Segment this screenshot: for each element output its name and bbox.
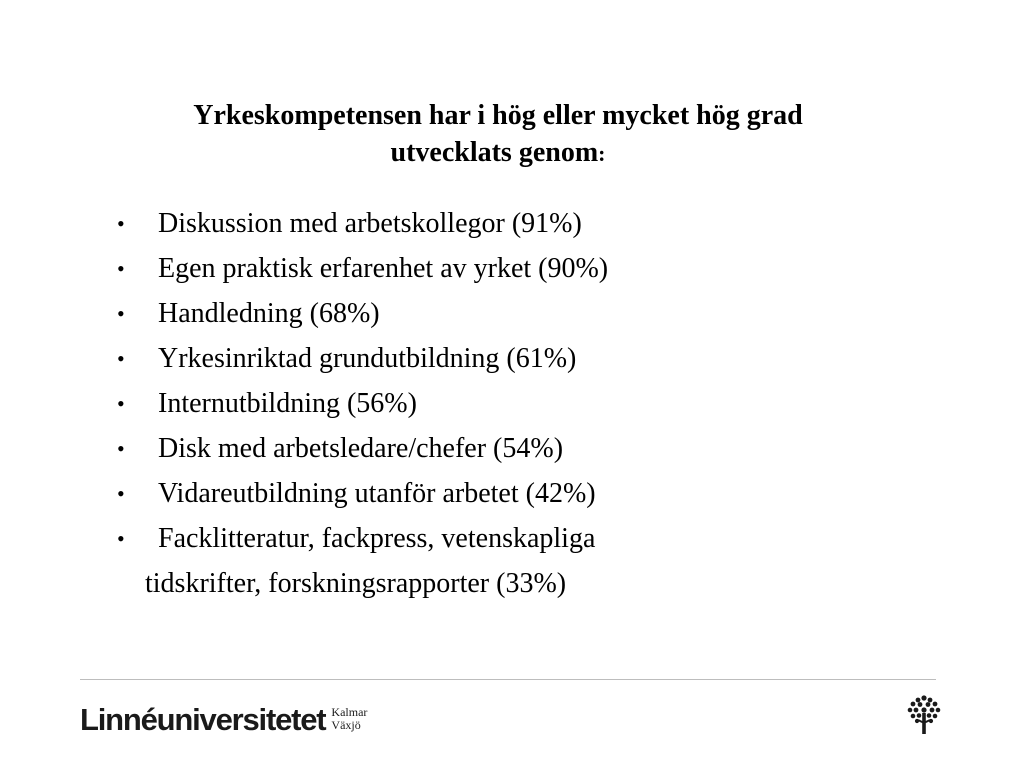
list-item-text: Yrkesinriktad grundutbildning (61%) xyxy=(158,343,577,374)
list-item-text: Diskussion med arbetskollegor (91%) xyxy=(158,208,582,239)
bullet-icon: • xyxy=(117,301,125,326)
logo-cities xyxy=(331,706,367,732)
slide-title xyxy=(100,97,896,172)
list-item-text: Disk med arbetsledare/chefer (54%) xyxy=(158,433,564,464)
footer-divider xyxy=(80,679,936,680)
list-item xyxy=(117,426,837,471)
list-item-text-continued: tidskrifter, forskningsrapporter (33%) xyxy=(145,568,567,599)
list-item-text: Internutbildning (56%) xyxy=(158,388,417,419)
bullet-icon: • xyxy=(117,526,125,551)
list-item xyxy=(117,471,837,516)
list-item-text: Facklitteratur, fackpress, vetenskapliga xyxy=(158,523,596,554)
logo-city-kalmar: Kalmar xyxy=(331,705,368,719)
list-item xyxy=(117,201,837,246)
bullet-icon: • xyxy=(117,211,125,236)
list-item xyxy=(117,336,837,381)
bullet-icon: • xyxy=(117,391,125,416)
logo-city-vaxjo: Växjö xyxy=(331,718,361,732)
bullet-icon: • xyxy=(117,481,125,506)
list-item xyxy=(117,291,837,336)
title-line-2-text: utvecklats genom xyxy=(390,137,599,168)
university-logo xyxy=(80,697,367,741)
title-line-2 xyxy=(100,134,896,172)
bullet-icon: • xyxy=(117,436,125,461)
list-item xyxy=(117,381,837,426)
bullet-list xyxy=(117,201,837,606)
list-item-text: Egen praktisk erfarenhet av yrket (90%) xyxy=(158,253,609,284)
bullet-icon: • xyxy=(117,346,125,371)
tree-icon xyxy=(906,695,942,735)
title-line-1: Yrkeskompetensen har i hög eller mycket hög grad xyxy=(193,100,803,131)
list-item-text: Handledning (68%) xyxy=(158,298,380,329)
title-colon: : xyxy=(598,141,606,166)
list-item xyxy=(117,516,837,606)
logo-wordmark: Linnéuniversitetet xyxy=(80,701,326,737)
bullet-icon: • xyxy=(117,256,125,281)
list-item xyxy=(117,246,837,291)
list-item-text: Vidareutbildning utanför arbetet (42%) xyxy=(158,478,596,509)
